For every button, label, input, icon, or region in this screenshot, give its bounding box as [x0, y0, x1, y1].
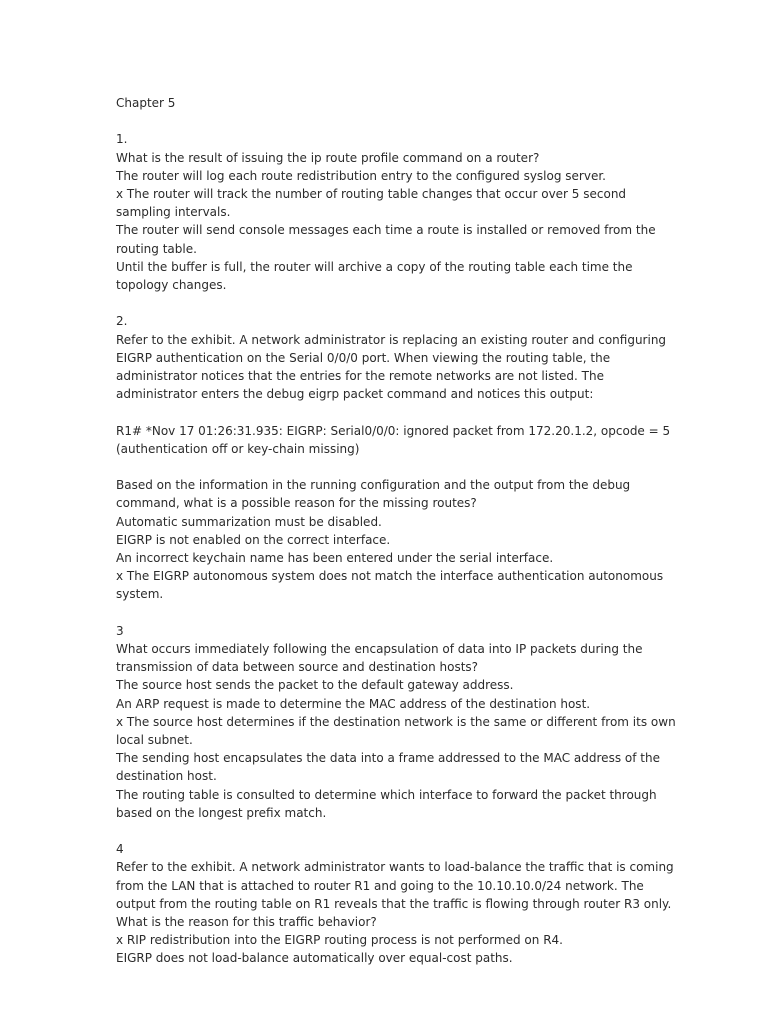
spacer [116, 294, 646, 312]
question-text: What occurs immediately following the encapsulation of data into IP packets during the [116, 642, 643, 657]
answer-option: topology changes. [116, 278, 227, 293]
answer-option: The sending host encapsulates the data into a frame addressed to the MAC address of the [116, 751, 660, 766]
question-text: command, what is a possible reason for the missing routes? [116, 496, 477, 511]
spacer [116, 403, 646, 421]
chapter-title: Chapter 5 [116, 96, 176, 110]
spacer [116, 822, 646, 840]
answer-option-correct: local subnet. [116, 733, 193, 748]
document-page [116, 94, 676, 968]
question-4 [116, 840, 674, 967]
answer-option: The router will send console messages each time a route is installed or removed from the [116, 223, 656, 238]
answer-option: Until the buffer is full, the router will archive a copy of the routing table each time the [116, 259, 633, 274]
answer-option-correct: system. [116, 587, 164, 602]
answer-option: EIGRP is not enabled on the correct interface. [116, 532, 391, 547]
spacer [116, 458, 646, 476]
question-text: administrator enters the debug eigrp packet command and notices this output: [116, 387, 594, 402]
question-text: What is the result of issuing the ip route profile command on a router? [116, 150, 540, 165]
question-number: 4 [116, 842, 124, 857]
question-text: from the LAN that is attached to router R1 and going to the 10.10.10.0/24 network. The [116, 878, 644, 893]
debug-output-line: (authentication off or key-chain missing) [116, 441, 360, 456]
question-number: 1. [116, 132, 128, 147]
answer-option: Automatic summarization must be disabled. [116, 514, 382, 529]
question-text: What is the reason for this traffic behavior? [116, 915, 377, 930]
answer-option: based on the longest prefix match. [116, 805, 327, 820]
question-2-answers [116, 476, 664, 603]
answer-option: The router will log each route redistribution entry to the configured syslog server. [116, 168, 606, 183]
answer-option-correct: x RIP redistribution into the EIGRP routing process is not performed on R4. [116, 933, 563, 948]
answer-option: The routing table is consulted to determine which interface to forward the packet through [116, 787, 657, 802]
answer-option-correct: x The router will track the number of routing table changes that occur over 5 second [116, 187, 627, 201]
question-text: output from the routing table on R1 reveals that the traffic is flowing through router R3 only. [116, 896, 672, 911]
debug-output [116, 422, 671, 458]
answer-option-correct: x The source host determines if the destination network is the same or different from its own [116, 714, 676, 729]
answer-option: EIGRP does not load-balance automatically over equal-cost paths. [116, 951, 513, 966]
question-text: EIGRP authentication on the Serial 0/0/0 port. When viewing the routing table, the [116, 350, 611, 365]
question-text: transmission of data between source and destination hosts? [116, 660, 479, 675]
answer-option: The source host sends the packet to the default gateway address. [116, 678, 514, 693]
answer-option-correct: x The EIGRP autonomous system does not match the interface authentication autonomous [116, 569, 664, 584]
answer-option: An ARP request is made to determine the MAC address of the destination host. [116, 696, 591, 711]
spacer [116, 604, 646, 622]
question-3 [116, 622, 676, 822]
debug-output-line: R1# *Nov 17 01:26:31.935: EIGRP: Serial0/0/0: ignored packet from 172.20.1.2, opcode = 5 [116, 423, 671, 438]
question-text: Refer to the exhibit. A network administrator wants to load-balance the traffic that is coming [116, 860, 674, 875]
answer-option: destination host. [116, 769, 217, 784]
answer-option: routing table. [116, 241, 197, 256]
answer-option: An incorrect keychain name has been entered under the serial interface. [116, 551, 554, 566]
question-text: Based on the information in the running configuration and the output from the debug [116, 478, 631, 493]
answer-option-correct: sampling intervals. [116, 205, 231, 220]
question-2 [116, 312, 667, 403]
question-1 [116, 130, 656, 294]
question-number: 3 [116, 623, 124, 638]
question-number: 2. [116, 314, 128, 329]
spacer [116, 112, 646, 130]
question-text: Refer to the exhibit. A network administrator is replacing an existing router and configuring [116, 332, 667, 347]
question-text: administrator notices that the entries for the remote networks are not listed. The [116, 369, 604, 384]
